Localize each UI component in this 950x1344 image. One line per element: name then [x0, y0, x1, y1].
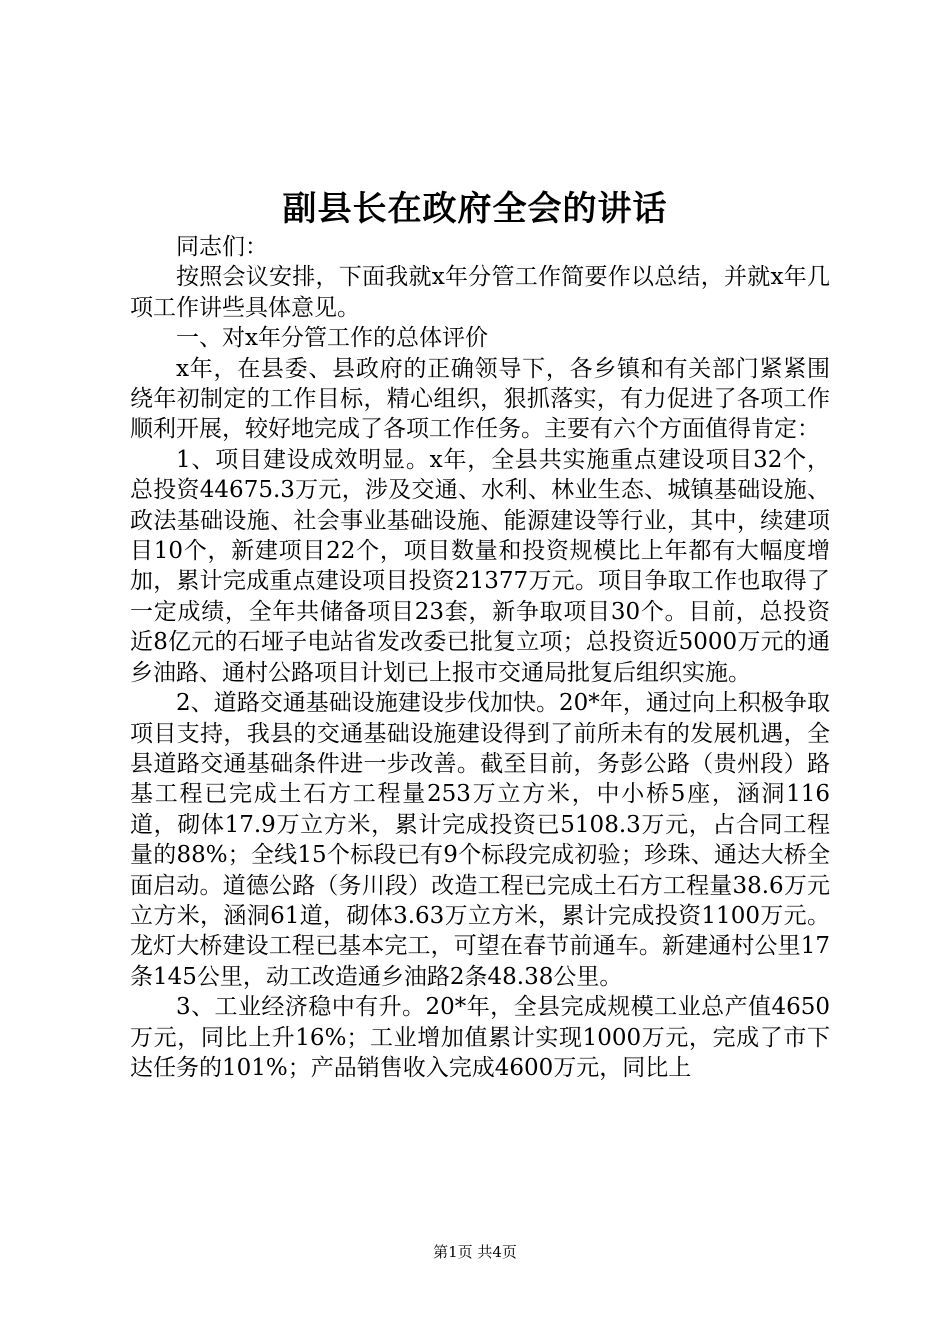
document-body [130, 232, 830, 1083]
document-title: 副县长在政府全会的讲话 [282, 189, 668, 229]
paragraph-intro: 按照会议安排，下面我就x年分管工作简要作以总结，并就x年几项工作讲些具体意见。 [130, 264, 830, 321]
paragraph-item-3: 3、工业经济稳中有升。20*年，全县完成规模工业总产值4650万元，同比上升16%；工业增加值累计实现1000万元，完成了市下达任务的101%；产品销售收入完成4600万元，同比上 [130, 994, 830, 1081]
paragraph-salutation: 同志们： [176, 234, 268, 260]
page-footer: 第1页 共4页 [433, 1243, 517, 1261]
section-heading: 一、对x年分管工作的总体评价 [176, 325, 488, 352]
paragraph-overview: x年，在县委、县政府的正确领导下，各乡镇和有关部门紧紧围绕年初制定的工作目标，精心组织，狠抓落实，有力促进了各项工作顺利开展，较好地完成了各项工作任务。主要有六个方面值得肯定： [130, 355, 830, 443]
paragraph-item-2: 2、道路交通基础设施建设步伐加快。20*年，通过向上积极争取项目支持，我县的交通基础设施建设得到了前所未有的发展机遇，全县道路交通基础条件进一步改善。截至目前，务彭公路（贵州段）路基工程已完成土石方工程量253万立方米，中小桥5座，涵洞116道，砌体17.9万立方米，累计完成投资已5108.3万元，占合同工程量的88%；全线15个标段已有9个标段完成初验；珍珠、通达大桥全面启动。道德公路（务川段）改造工程已完成土石方工程量38.6万元立方米，涵洞61道，砌体3.63万立方米，累计完成投资1100万元。龙灯大桥建设工程已基本完工，可望在春节前通车。新建通村公里17条145公里，动工改造通乡油路2条48.38公里。 [130, 690, 830, 990]
paragraph-item-1: 1、项目建设成效明显。x年，全县共实施重点建设项目32个，总投资44675.3万元，涉及交通、水利、林业生态、城镇基础设施、政法基础设施、社会事业基础设施、能源建设等行业，其中，续建项目10个，新建项目22个，项目数量和投资规模比上年都有大幅度增加，累计完成重点建设项目投资21377万元。项目争取工作也取得了一定成绩，全年共储备项目23套，新争取项目30个。目前，总投资近8亿元的石垭子电站省发改委已批复立项；总投资近5000万元的通乡油路、通村公路项目计划已上报市交通局批复后组织实施。 [130, 446, 830, 686]
